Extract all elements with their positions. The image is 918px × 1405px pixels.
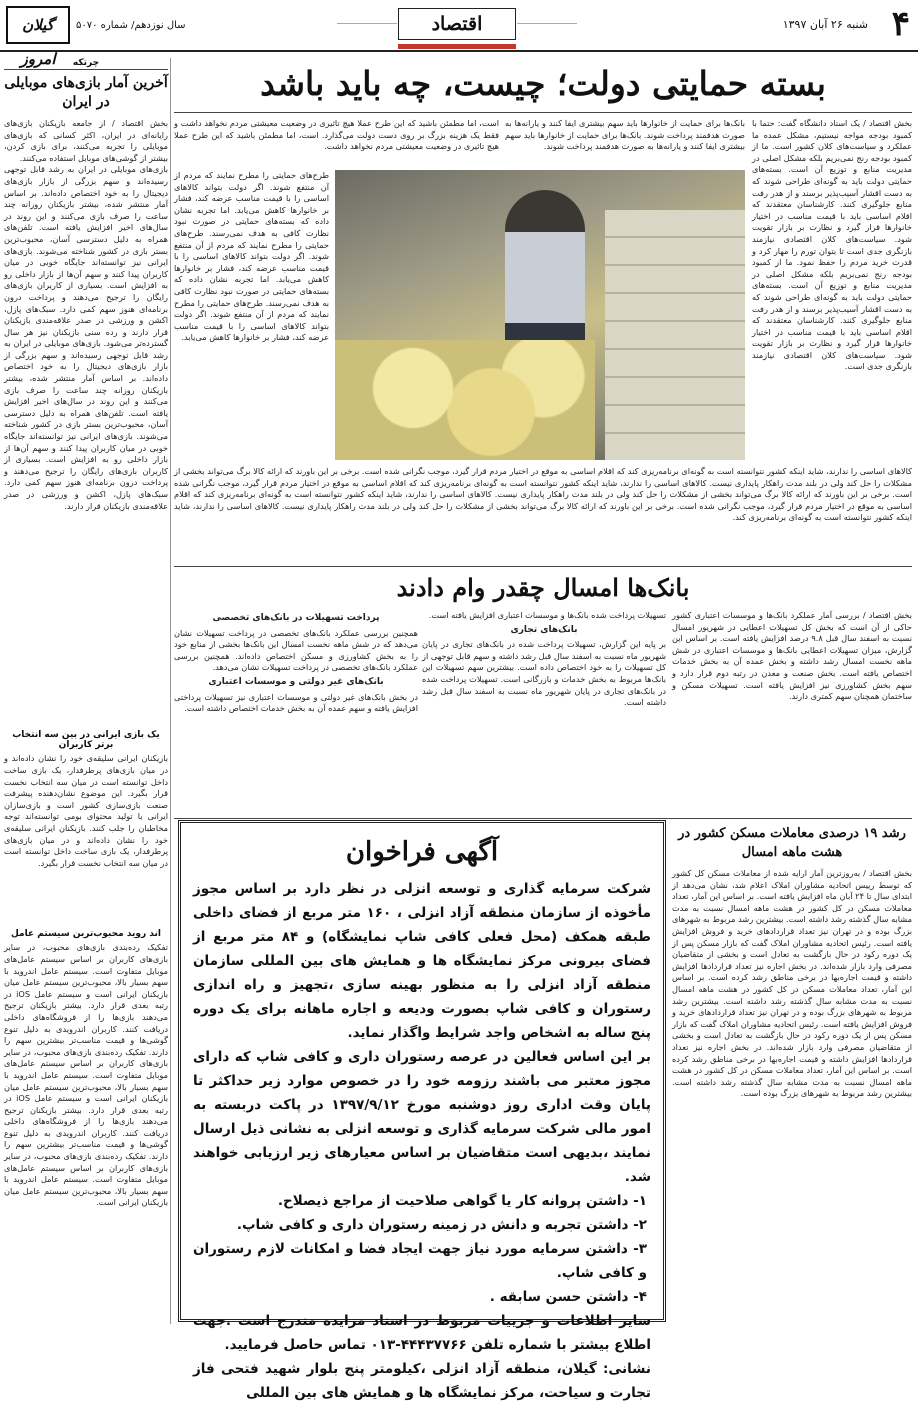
photo-shelf — [605, 210, 745, 460]
sidebar-article-title: آخرین آمار بازی‌های موبایلی در ایران — [4, 75, 168, 110]
ad-criteria-item: ۲- داشتن تجربه و دانش در زمینه رستوران داری و کافی شاپ. — [236, 1217, 647, 1233]
ad-paragraph: بر این اساس فعالین در عرصه رستوران داری و کافی شاپ که دارای مجوز معتبر می باشند رزومه خود را در خصوص موارد زیر حداکثر تا پایان وقت اداری روز دوشنبه مورخ ۱۳۹۷/۹/۱۲ در پاکت دربسته به امور مالی شرکت سرمایه گذاری و توسعه انزلی به نشانی ذیل ارسال نمایند ،بدیهی است متقاضیان بر اساس معیارهای زیر ارزیابی خواهند شد. — [193, 1049, 651, 1185]
sidebar-subhead: یک بازی ایرانی در بین سه انتخاب برتر کاربران — [12, 730, 160, 751]
section-accent-bar — [398, 44, 516, 49]
ad-paragraph: شرکت سرمایه گذاری و توسعه انزلی در نظر دارد بر اساس مجوز مأخوذه از سازمان منطقه آزاد انزلی ، ۱۶۰ متر مربع از فضای داخلی طبقه همکف (محل فعلی کافی شاپ نمایشگاه) و ۸۴ متر مربع از فضای بیرونی مرکز نمایشگاه ها و همایش های بین المللی سازمان منطقه آزاد انزلی را به منظور بهینه سازی ،تجهیز و راه اندازی رستوران و کافی شاپ بصورت ودیعه و اجاره ماهانه برای یک دوره پنج ساله به اشخاص واجد شرایط واگذار نماید. — [193, 881, 651, 1041]
sidebar-column — [4, 58, 168, 1324]
article-body-column: بخش اقتصاد / بررسی آمار عملکرد بانک‌ها و موسسات اعتباری کشور حاکی از آن است که بخش کل تسهیلات اعطایی در شهریور امسال نسبت به اسفند سال قبل ۹.۸ درصد افزایش یافته است. بر اساس این گزارش، میزان تسهیلات اعطایی بانک‌ها و موسسات اعتباری در شش ماهه نخست امسال رشد داشته و بخش عمده آن به بخش خدمات اختصاص یافته است. بخش صنعت و معدن در رتبه دوم قرار دارد و سهم بخش کشاورزی نیز افزایش یافته است. تسهیلات مسکن و ساختمان همچنان سهم کمتری دارند. — [672, 610, 912, 702]
newspaper-logo: گیلان امروز — [6, 6, 70, 44]
article-lede: بخش اقتصاد / به‌روزترین آمار ارایه شده از معاملات مسکن کل کشور که توسط رییس اتحادیه مشاوران املاک اعلام شد، نشان می‌دهد از ابتدای سال تا ۲۴ آبان ماه افزایش یافته است. — [672, 868, 912, 902]
sidebar-column-label: چرتکه — [4, 58, 168, 70]
article-photo — [335, 170, 745, 460]
sidebar-article-body: بازیکنان ایرانی سلیقه‌ی خود را نشان داده‌اند و در میان بازی‌های پرطرفدار، یک بازی ساخت داخل توانسته است در میان سه انتخاب نخست قرار بگیرد. این موضوع نشان‌دهنده پیشرفت صنعت بازی‌سازی کشور است و بازی‌سازان ایرانی با تولید محتوای بومی توانسته‌اند توجه مخاطبان را جلب کنند. بازیکنان ایرانی سلیقه‌ی خود را نشان داده‌اند و در میان بازی‌های پرطرفدار، یک بازی ساخت داخل توانسته است در میان سه انتخاب نخست قرار بگیرد. — [4, 753, 168, 868]
article-body-column: بانک‌ها برای حمایت از خانوارها باید سهم بیشتری ایفا کنند و یارانه‌ها به صورت هدفمند پرداخت شوند. بانک‌ها برای حمایت از خانوارها باید سهم بیشتری ایفا کنند و یارانه‌ها به صورت هدفمند پرداخت شوند. — [505, 118, 745, 152]
photo-goods — [335, 340, 595, 460]
article-subhead: پرداخت تسهیلات در بانک‌های تخصصی — [212, 613, 380, 623]
article-body-column: کالاهای اساسی را ندارند، شاید اینکه کشور نتوانسته است به گونه‌ای برنامه‌ریزی کند که اقلام اساسی به موقع در اختیار مردم قرار گیرد، موجب نگرانی شده است. برخی بر این باورند که ارائه کالا برگ می‌تواند بخشی از مشکلات را حل کند ولی در بلند مدت راهکار پایداری نیست. کالاهای اساسی را ندارند، شاید اینکه کشور نتوانسته است به گونه‌ای برنامه‌ریزی کند که اقلام اساسی به موقع در اختیار مردم قرار گیرد، موجب نگرانی شده است. برخی بر این باورند که ارائه کالا برگ می‌تواند بخشی از مشکلات را حل کند ولی در بلند مدت راهکار پایداری نیست. کالاهای اساسی را ندارند، شاید اینکه کشور نتوانسته است به گونه‌ای برنامه‌ریزی کند که اقلام اساسی به موقع در اختیار مردم قرار گیرد، موجب نگرانی شده است. برخی بر این باورند که ارائه کالا برگ می‌تواند بخشی از مشکلات را حل کند ولی در بلند مدت راهکار پایداری نیست. کالاهای اساسی را ندارند، شاید اینکه کشور نتوانسته است به گونه‌ای برنامه‌ریزی کند. — [174, 466, 912, 523]
article-body-column: بخش اقتصاد / یک استاد دانشگاه گفت: حتما با کمبود بودجه مواجه نیستیم، مشکل عمده ما عملکرد و سیاست‌های کلان کشور است. ما از کمبود بودجه رنج نمی‌بریم بلکه مشکل اصلی در مدیریت منابع و توزیع آن است. بسته‌های حمایتی دولت باید به گونه‌ای طراحی شوند که به دست اقشار آسیب‌پذیر برسند و از هدر رفت منابع جلوگیری کنند. کارشناسان معتقدند که اقلام اساسی باید با قیمت مناسب در اختیار خانوارها قرار گیرد و نظارت بر بازار تقویت شود. سیاست‌های کلان اقتصادی نیازمند بازنگری جدی است تا بتوان تورم را مهار کرد و قدرت خرید مردم را حفظ نمود. ما از کمبود بودجه رنج نمی‌بریم بلکه مشکل اصلی در مدیریت منابع و توزیع آن است. بسته‌های حمایتی دولت باید به گونه‌ای طراحی شوند که به دست اقشار آسیب‌پذیر برسند و از هدر رفت منابع جلوگیری کنند. کارشناسان معتقدند که اقلام اساسی باید با قیمت مناسب در اختیار خانوارها قرار گیرد و نظارت بر بازار تقویت شود. سیاست‌های کلان اقتصادی نیازمند بازنگری جدی است. — [752, 118, 912, 372]
article-title: بانک‌ها امسال چقدر وام دادند — [396, 573, 690, 602]
article-body-column: طرح‌های حمایتی را مطرح نمایند که مردم از آن منتفع شوند. اگر دولت بتواند کالاهای اساسی را با قیمت مناسب عرضه کند، فشار بر خانوارها کاهش می‌یابد. اما تجربه نشان داده که بسته‌های حمایتی در صورت نبود نظارت کافی به هدف نمی‌رسند. طرح‌های حمایتی را مطرح نمایند که مردم از آن منتفع شوند. اگر دولت بتواند کالاهای اساسی را با قیمت مناسب عرضه کند، فشار بر خانوارها کاهش می‌یابد. اما تجربه نشان داده که بسته‌های حمایتی در صورت نبود نظارت کافی به هدف نمی‌رسند. طرح‌های حمایتی را مطرح نمایند که مردم از آن منتفع شوند. اگر دولت بتواند کالاهای اساسی را با قیمت مناسب عرضه کند، فشار بر خانوارها کاهش می‌یابد. — [174, 170, 329, 343]
ad-criteria-item: ۴- داشتن حسن سابقه . — [489, 1289, 647, 1305]
issue-date: شنبه ۲۶ آبان ۱۳۹۷ — [782, 18, 868, 31]
ad-address: نشانی: گیلان، منطقه آزاد انزلی ،کیلومتر پنج بلوار شهید فتحی فاز تجارت و سیاحت، مرکز نمایشگاه ها و همایش های بین المللی — [193, 1361, 651, 1401]
article-body-column: پرداخت تسهیلات در بانک‌های تخصصی همچنین بررسی عملکرد بانک‌های تخصصی در پرداخت تسهیلات نشان می‌دهد که در شش ماهه نخست امسال این بانک‌ها بخشی از منابع خود را به بخش کشاورزی و مسکن اختصاص داده‌اند. همچنین بررسی عملکرد بانک‌های تخصصی در پرداخت تسهیلات نشان می‌دهد. بانک‌های غیر دولتی و موسسات اعتباری در بخش بانک‌های غیر دولتی و موسسات اعتباری نیز تسهیلات پرداختی افزایش یافته و سهم عمده آن به بخش خدمات اختصاص داشته است. — [174, 613, 418, 714]
sidebar-article-lede: بخش اقتصاد / از جامعه بازیکنان بازی‌های رایانه‌ای در ایران، اکثر کسانی که بازی‌های موبایلی را تجربه می‌کنند، برای بازی کردن، بیشتر از گوشی‌های موبایل استفاده می‌کنند. — [4, 118, 168, 163]
ad-criteria-item: ۱- داشتن پروانه کار یا گواهی صلاحیت از مراجع ذیصلاح. — [277, 1193, 647, 1209]
title-rule — [174, 112, 912, 113]
section-title: اقتصاد — [398, 8, 516, 40]
article-separator — [174, 566, 912, 567]
public-call-advertisement — [178, 820, 666, 1401]
ad-title: آگهی فراخوان — [345, 837, 499, 867]
article-title: رشد ۱۹ درصدی معاملات مسکن کشور در هشت ماهه امسال — [678, 826, 906, 860]
page-number: ۴ — [891, 4, 910, 44]
article-lede: بخش اقتصاد / بررسی آمار عملکرد بانک‌ها و موسسات اعتباری کشور حاکی از آن است که بخش کل تسهیلات اعطایی در شهریور امسال نسبت به اسفند سال قبل ۹.۸ درصد افزایش یافته است. — [672, 610, 912, 644]
article-body-column: است، اما مطمئن باشید که این طرح عملا هیچ تاثیری در وضعیت معیشتی مردم نخواهد داشت و فقط یک هزینه بزرگ بر روی دست دولت می‌گذارد. است، اما مطمئن باشید که این طرح عملا هیچ تاثیری در وضعیت معیشتی مردم نخواهد داشت. — [174, 118, 499, 152]
issue-number: سال نوزدهم/ شماره ۵۰۷۰ — [76, 20, 186, 31]
article-body-column: تسهیلات پرداخت شده بانک‌ها و موسسات اعتباری افزایش یافته است. بانک‌های تجاری بر پایه این گزارش، تسهیلات پرداخت شده در بانک‌های تجاری در پایان شهریور ماه نسبت به اسفند سال قبل رشد داشته و سهم قابل توجهی از کل تسهیلات را به خود اختصاص داده است. بیشترین سهم تسهیلات این بانک‌ها مربوط به بخش خدمات و بازرگانی است. تسهیلات پرداخت شده در بانک‌های تجاری در پایان شهریور ماه نسبت به اسفند سال قبل رشد داشته است. — [422, 610, 666, 708]
article-separator — [174, 818, 912, 819]
column-divider — [170, 58, 171, 1324]
article-subhead: بانک‌های غیر دولتی و موسسات اعتباری — [208, 676, 384, 687]
ad-contact-info: سایر اطلاعات و جزییات مربوط در اسناد مزایده مندرج است .جهت اطلاع بیشتر با شماره تلفن ۴۴۴۳۷۷۶۶-۰۱۳ تماس حاصل فرمایید. — [193, 1313, 651, 1353]
sidebar-article-body: بازی‌های موبایلی در ایران به رشد قابل توجهی رسیده‌اند و سهم بزرگی از بازار بازی‌های دیجیتال را به خود اختصاص داده‌اند. بر اساس آمار منتشر شده، بیشتر بازیکنان روزانه چند ساعت را صرف بازی می‌کنند و این روند در سال‌های اخیر افزایش یافته است. تلفن‌های همراه به دلیل دسترسی آسان، محبوب‌ترین بستر بازی در کشور شناخته می‌شوند. بازی‌های ایرانی نیز توانسته‌اند جایگاه خوبی در میان کاربران پیدا کنند و سهم آن‌ها از بازار داخلی رو به افزایش است. بسیاری از کاربران بازی‌های رایگان را ترجیح می‌دهند و پرداخت درون برنامه‌ای هنوز سهم کمی دارد. سبک‌های پازل، اکشن و ورزشی در صدر علاقه‌مندی بازیکنان قرار دارند و رده سنی بازیکنان نیز هر سال گسترده‌تر می‌شود. بازی‌های موبایلی در ایران به رشد قابل توجهی رسیده‌اند و سهم بزرگی از بازار بازی‌های دیجیتال را به خود اختصاص داده‌اند. بر اساس آمار منتشر شده، بیشتر بازیکنان روزانه چند ساعت را صرف بازی می‌کنند و این روند در سال‌های اخیر افزایش یافته است. تلفن‌های همراه به دلیل دسترسی آسان، محبوب‌ترین بستر بازی در کشور شناخته می‌شوند. بازی‌های ایرانی نیز توانسته‌اند جایگاه خوبی در میان کاربران پیدا کنند و سهم آن‌ها از بازار داخلی رو به افزایش است. بسیاری از کاربران بازی‌های رایگان را ترجیح می‌دهند و پرداخت درون برنامه‌ای هنوز سهم کمی دارد. سبک‌های پازل، اکشن و ورزشی در صدر علاقه‌مندی بازیکنان قرار دارند. — [4, 164, 168, 511]
ad-criteria-item: ۳- داشتن سرمایه مورد نیاز جهت ایجاد فضا و امکانات لازم رستوران و کافی شاپ. — [193, 1241, 647, 1281]
sidebar-subhead: اند روید محبوب‌ترین سیستم عامل — [11, 929, 161, 940]
article-lede: بخش اقتصاد / یک استاد دانشگاه گفت: حتما با کمبود بودجه مواجه نیستیم، مشکل عمده ما عملکرد و سیاست‌های کلان کشور است. — [752, 118, 912, 152]
article-subhead: بانک‌های تجاری — [510, 624, 578, 635]
sidebar-article-body: تفکیک رده‌بندی بازی‌های محبوب، در سایر بازی‌های کاربران بر اساس سیستم عامل‌های موبایل متفاوت است. سیستم عامل اندروید با سهم بسیار بالا، محبوب‌ترین سیستم عامل میان بازیکنان ایرانی است و سیستم عامل iOS در رتبه بعدی قرار دارد. بیشتر بازیکنان ترجیح می‌دهند بازی‌ها را از فروشگاه‌های داخلی دریافت کنند. کاربران اندرویدی به دلیل تنوع گوشی‌ها و قیمت مناسب‌تر بیشترین سهم را دارند. تفکیک رده‌بندی بازی‌های محبوب، در سایر بازی‌های کاربران بر اساس سیستم عامل‌های موبایل متفاوت است. سیستم عامل اندروید با سهم بسیار بالا، محبوب‌ترین سیستم عامل میان بازیکنان ایرانی است و سیستم عامل iOS در رتبه بعدی قرار دارد. بیشتر بازیکنان ترجیح می‌دهند بازی‌ها را از فروشگاه‌های داخلی دریافت کنند. کاربران اندرویدی به دلیل تنوع گوشی‌ها و قیمت مناسب‌تر بیشترین سهم را دارند. تفکیک رده‌بندی بازی‌های محبوب، در سایر بازی‌های کاربران بر اساس سیستم عامل‌های موبایل متفاوت است. سیستم عامل اندروید با سهم بسیار بالا، محبوب‌ترین سیستم عامل میان بازیکنان ایرانی است. — [4, 942, 169, 1208]
article-title: بسته حمایتی دولت؛ چیست، چه باید باشد — [260, 64, 826, 103]
article-body-column: بخش اقتصاد / به‌روزترین آمار ارایه شده از معاملات مسکن کل کشور که توسط رییس اتحادیه مشاوران املاک اعلام شد، نشان می‌دهد از ابتدای سال تا ۲۴ آبان ماه افزایش یافته است. بر اساس این آمار، تعداد معاملات مسکن در کل کشور در هشت ماهه امسال نسبت به مدت مشابه سال گذشته رشد داشته است. بیشترین رشد مربوط به شهرهای بزرگ بوده و در تهران نیز تعداد قراردادهای خرید و فروش افزایش یافته است. رئیس اتحادیه مشاوران املاک گفت که بازار مسکن پس از یک دوره رکود در حال بازگشت به تعادل است و بخشی از متقاضیان مصرفی وارد بازار شده‌اند. در بخش اجاره نیز تعداد قراردادها افزایش داشته و قیمت اجاره‌بها در برخی مناطق رشد کرده است. بر اساس این آمار، تعداد معاملات مسکن در کل کشور در هشت ماهه امسال نسبت به مدت مشابه سال گذشته رشد داشته است. بیشترین رشد مربوط به شهرهای بزرگ بوده و در تهران نیز تعداد قراردادهای خرید و فروش افزایش یافته است. رئیس اتحادیه مشاوران املاک گفت که بازار مسکن پس از یک دوره رکود در حال بازگشت به تعادل است و بخشی از متقاضیان مصرفی وارد بازار شده‌اند. در بخش اجاره نیز تعداد قراردادها افزایش داشته و قیمت اجاره‌بها در برخی مناطق رشد کرده است. بر اساس این آمار، تعداد معاملات مسکن در کل کشور در هشت ماهه امسال نسبت به مدت مشابه سال گذشته رشد داشته است. بیشترین رشد مربوط به شهرهای بزرگ بوده است. — [672, 868, 912, 1099]
